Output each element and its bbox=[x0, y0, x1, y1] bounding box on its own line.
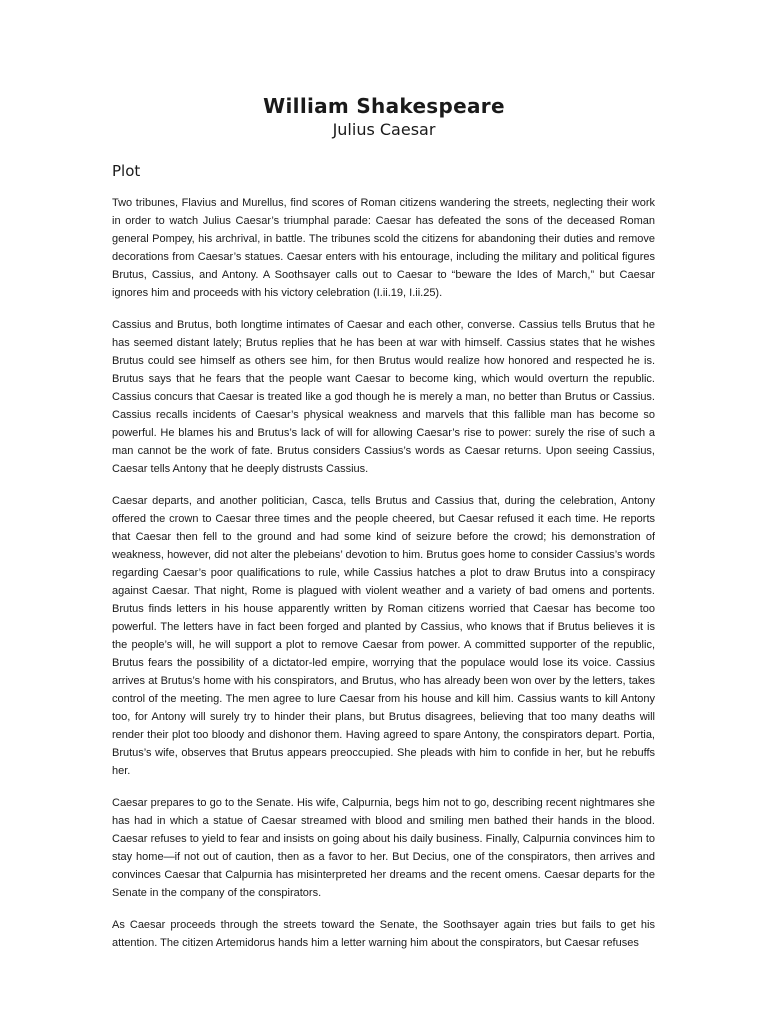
paragraph: Caesar prepares to go to the Senate. His wife, Calpurnia, begs him not to go, describing recent nightmares she has had in which a statue of Caesar streamed with blood and smiling men bathed their hands in the blood. Caesar refuses to yield to fear and insists on going about his daily business. Finally, Calpurnia convinces him to stay home—if not out of caution, then as a favor to her. But Decius, one of the conspirators, then arrives and convinces Caesar that Calpurnia has misinterpreted her dreams and the recent omens. Caesar departs for the Senate in the company of the conspirators. bbox=[112, 797, 655, 899]
section-heading: Plot bbox=[112, 162, 141, 180]
paragraph: As Caesar proceeds through the streets toward the Senate, the Soothsayer again tries but fails to get his attention. The citizen Artemidorus hands him a letter warning him about the conspirators, but Caesar refuses bbox=[112, 919, 655, 949]
paragraph: Caesar departs, and another politician, Casca, tells Brutus and Cassius that, during the celebration, Antony offered the crown to Caesar three times and the people cheered, but Caesar refused it each time. He reports that Caesar then fell to the ground and had some kind of seizure before the crowd; his demonstration of weakness, however, did not alter the plebeians’ devotion to him. Brutus goes home to consider Cassius’s words regarding Caesar’s poor qualifications to rule, while Cassius hatches a plot to draw Brutus into a conspiracy against Caesar. That night, Rome is plagued with violent weather and a variety of bad omens and portents. Brutus finds letters in his house apparently written by Roman citizens worried that Caesar has become too powerful. The letters have in fact been forged and planted by Cassius, who knows that if Brutus believes it is the people’s will, he will support a plot to remove Caesar from power. A committed supporter of the republic, Brutus fears the possibility of a dictator-led empire, worrying that the populace would lose its voice. Cassius arrives at Brutus’s home with his conspirators, and Brutus, who has already been won over by the letters, takes control of the meeting. The men agree to lure Caesar from his house and kill him. Cassius wants to kill Antony too, for Antony will surely try to hinder their plans, but Brutus disagrees, believing that too many deaths will render their plot too bloody and dishonor them. Having agreed to spare Antony, the conspirators depart. Portia, Brutus’s wife, observes that Brutus appears preoccupied. She pleads with him to confide in her, but he rebuffs her. bbox=[112, 495, 655, 777]
paragraph: Two tribunes, Flavius and Murellus, find scores of Roman citizens wandering the streets, neglecting their work in order to watch Julius Caesar’s triumphal parade: Caesar has defeated the sons of the deceased Roman general Pompey, his archrival, in battle. The tribunes scold the citizens for abandoning their duties and remove decorations from Caesar’s statues. Caesar enters with his entourage, including the military and political figures Brutus, Cassius, and Antony. A Soothsayer calls out to Caesar to “beware the Ides of March,” but Caesar ignores him and proceeds with his victory celebration (I.ii.19, I.ii.25). bbox=[112, 197, 655, 299]
paragraph: Cassius and Brutus, both longtime intimates of Caesar and each other, converse. Cassius tells Brutus that he has seemed distant lately; Brutus replies that he has been at war with himself. Cassius states that he wishes Brutus could see himself as others see him, for then Brutus would realize how honored and respected he is. Brutus says that he fears that the people want Caesar to become king, which would overturn the republic. Cassius concurs that Caesar is treated like a god though he is merely a man, no better than Brutus or Cassius. Cassius recalls incidents of Caesar’s physical weakness and marvels that this fallible man has become so powerful. He blames his and Brutus’s lack of will for allowing Caesar’s rise to power: surely the rise of such a man cannot be the work of fate. Brutus considers Cassius’s words as Caesar returns. Upon seeing Cassius, Caesar tells Antony that he deeply distrusts Cassius. bbox=[112, 319, 655, 475]
author-heading: William Shakespeare bbox=[263, 94, 505, 118]
body-text bbox=[112, 194, 655, 1020]
work-title: Julius Caesar bbox=[332, 120, 436, 139]
